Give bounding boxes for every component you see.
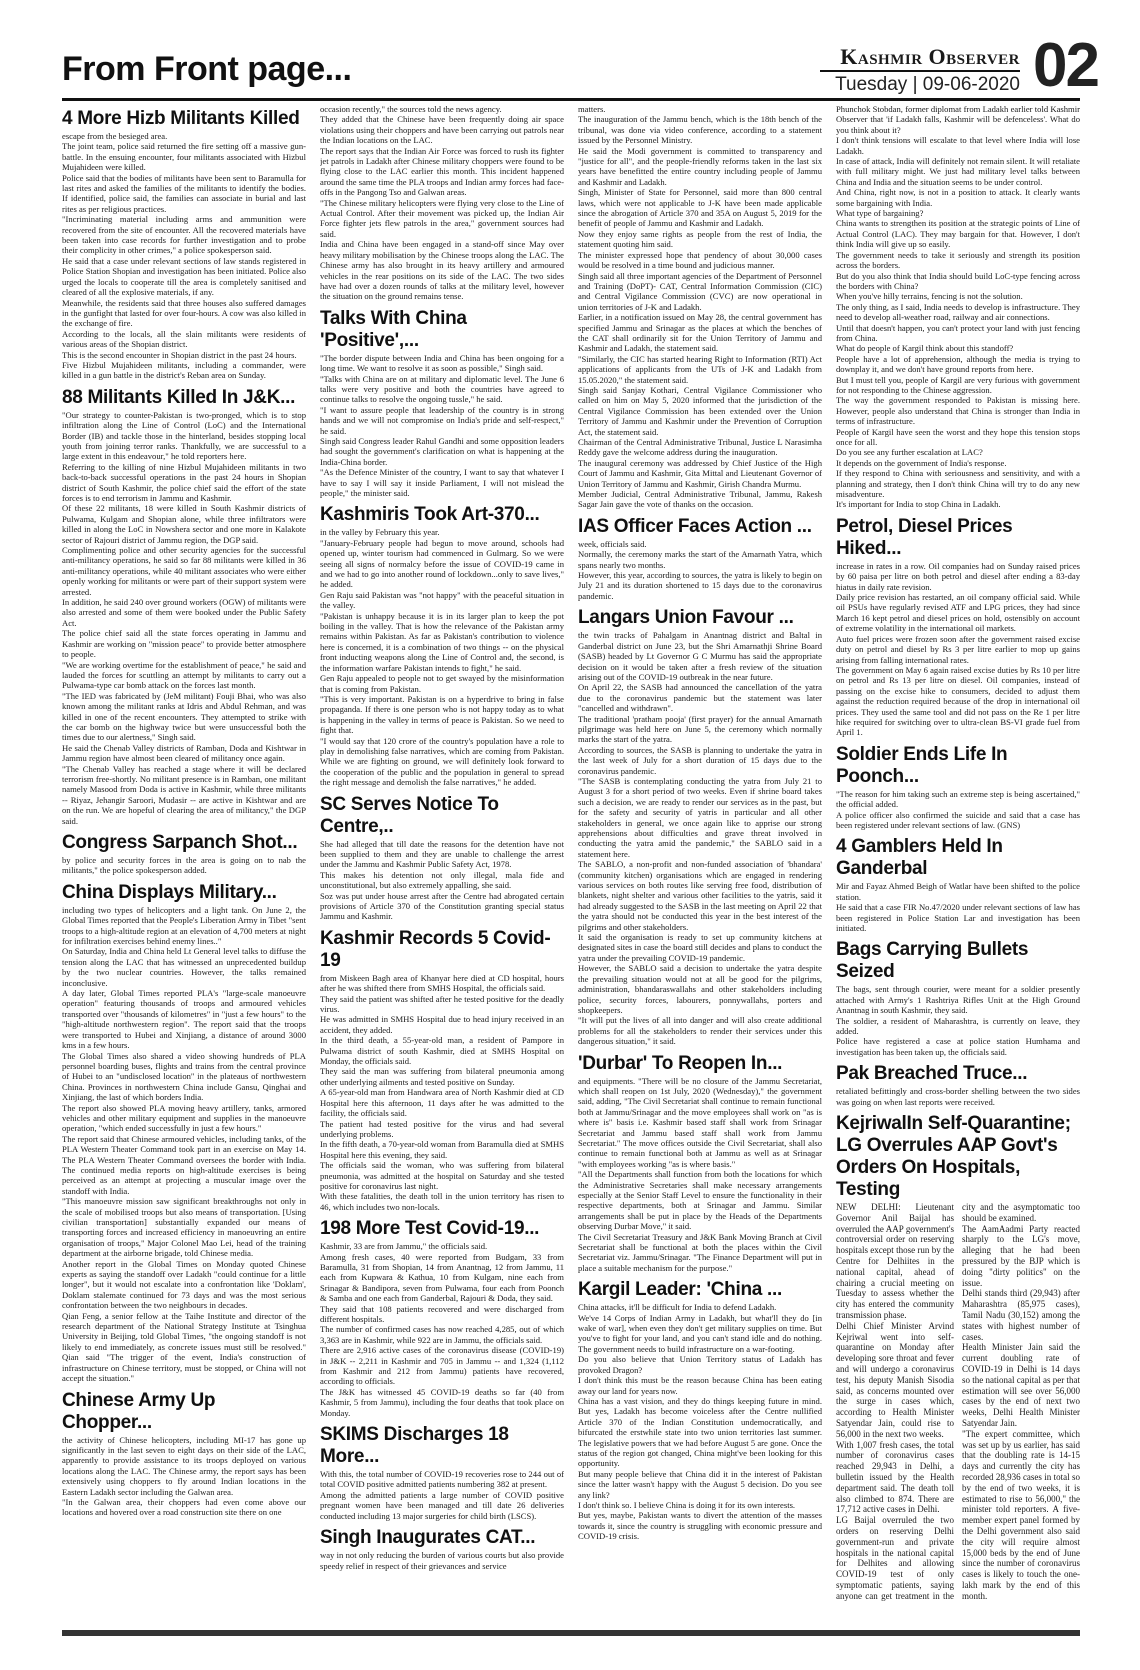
article-paragraph: Another report in the Global Times on Monday quoted Chinese experts as saying the standoff over Ladakh "could continue for a little longer", but it would not escalate into a confrontation like 'Doklam', Doklam stalemate continued for 73 days and was the most serious confrontation between the two neighbours in decades. [62,1258,306,1311]
article-paragraph: People have a lot of apprehension, although the media is trying to downplay it, and we don't have ground reports from here. [836,353,1080,375]
article-paragraph: A police officer also confirmed the suicide and said that a case has been registered under relevant sections of law. (GNS) [836,809,1080,830]
article-body [320,104,564,302]
article-paragraph: Referring to the killing of nine Hizbul Mujahideen militants in two back-to-back successful operations in the past 24 hours in Shopian district of South Kashmir, the police chief said the effort of the state forces is to end terrorism in Jammu and Kashmir. [62,461,306,503]
article-paragraph: A day later, Global Times reported PLA's "large-scale manoeuvre operation" featuring thousands of troops and armoured vehicles transported over "thousands of kilometres" in "just a few hours" to the "high-altitude northwestern region". The report said that the troops were transported to Hubei and Xinjiang, a distance of around 3000 kms in a few hours. [62,988,306,1051]
article [836,744,1080,831]
article-paragraph: A 65-year-old man from Handwara area of North Kashmir died at CD Hospital here this afternoon, 11 days after he was admitted to the facility, the officials said. [320,1087,564,1119]
article-paragraph: The way the government responded to Pakistan is missing here. However, people also understand that China is stronger than India in terms of infrastructure. [836,395,1080,427]
article-paragraph: Delhi Chief Minister Arvind Kejriwal went into self-quarantine on Monday after developing sore throat and fever and will undergo a coronavirus test, his deputy Manish Sisodia said, as concerns mounted over the surge in cases which, according to Health Minister Satyendar Jain, could rise to 56,000 in the next two weeks. [836,1320,954,1439]
article-headline[interactable]: KejriwalIn Self-Quarantine; LG Overrules AAP Govt's Orders On Hospitals, Testing [836,1113,1071,1201]
article-paragraph: and equipments. "There will be no closure of the Jammu Secretariat, which shall reopen on 1st July, 2020 (Wednesday)," the government said, adding, "The Civil Secretariat shall continue to remain functional both at Jammu/Srinagar and the move employees shall work on "as is where is" basis i.e. Kashmir based staff shall work from Srinagar Secretariat and Jammu based staff shall work from Jammu Secretariat." The move offices outside the Civil Secretariat, shall also continue to remain functional both at Jammu as well as at Srinagar "with employees working "as is where basis." [578,1075,822,1169]
article [320,1218,564,1418]
article-paragraph: by police and security forces in the area is going on to nab the militants," the police spokesperson added. [62,855,306,876]
article-paragraph: The inauguration of the Jammu bench, which is the 18th bench of the tribunal, was done via video conference, according to a statement issued by the Personnel Ministry. [578,114,822,146]
article-paragraph: "This manoeuvre mission saw significant breakthroughs not only in the scale of mobilised troops but also means of transportation. [Using civilian transportation] substantially expanded our means of transporting forces and increased efficiency in manoeuvring an entire organisation of troops," Major Colonel Mao Lei, head of the training department at the airborne brigade, told Chinese media. [62,1196,306,1259]
article-paragraph: "The IED was fabricated by (JeM militant) Fouji Bhai, who was also known among the militant ranks at Idris and Abdul Rehman, and was killed in one of the recent encounters. They attempted to strike with the car bomb on the highway twice but were unsuccessful both the times due to our alertness," Singh said. [62,690,306,743]
article-paragraph: But I must tell you, people of Kargil are very furious with government for not responding to the Chinese aggression. [836,374,1080,395]
article-paragraph: Police said that the bodies of militants have been sent to Baramulla for last rites and asked the families of the militants to identify the bodies. If identified, police said, the families can associate in burial and last rites as per religious practices. [62,172,306,214]
article-headline[interactable]: 198 More Test Covid-19... [320,1218,540,1240]
article-paragraph: retaliated befittingly and cross-border shelling between the two sides was going on when last reports were received. [836,1086,1080,1107]
article-paragraph: Delhi stands third (29,943) after Maharashtra (85,975 cases), Tamil Nadu (30,152) among the states with highest number of cases. [962,1288,1080,1342]
article-body [62,410,306,826]
article-paragraph: "Pakistan is unhappy because it is in its larger plan to keep the pot boiling in the valley. That is how the relevance of the Pakistan army remains within Pakistan. As far as Pakistan's contribution to violence here is concerned, it is a combination of two things -- on the physical front inducting weapons along the Line of Control and, the second, is the information warfare Pakistan intends to fight," he said. [320,610,564,673]
article [578,1279,822,1541]
article-body [578,1076,822,1274]
article-paragraph: Police have registered a case at police station Humhama and investigation has been taken up, the officials said. [836,1036,1080,1057]
article-paragraph: In case of attack, India will definitely not remain silent. It will retaliate with full military might. We just had military level talks between China and India and the situation seems to be under control. [836,156,1080,187]
article [320,104,564,302]
article-paragraph: This makes his detention not only illegal, mala fide and unconstitutional, but also extremely appalling, she said. [320,869,564,891]
article-headline[interactable]: Soldier Ends Life In Poonch... [836,743,1008,787]
article-columns [62,104,1080,1624]
article-paragraph: "January-February people had begun to move around, schools had opened up, winter tourism had commenced in Gulmarg. So we were seeing all signs of normalcy before the issue of COVID-19 came in and we had to go into another round of lockdown...only to save lives," he added. [320,537,564,590]
article-paragraph: Member Judicial, Central Administrative Tribunal, Jammu, Rakesh Sagar Jain gave the vote of thanks on the occasion. [578,489,822,510]
article-body [320,527,564,787]
article-paragraph: China attacks, it'll be difficult for India to defend Ladakh. [578,1302,777,1313]
article [320,1424,564,1521]
article-headline[interactable]: IAS Officer Faces Action ... [578,515,812,537]
article [62,832,306,876]
article-body [836,1202,1080,1601]
article-paragraph: But many people believe that China did it in the interest of Pakistan since the latter wasn't happy with the August 5 decision. Do you see any link? [578,1468,822,1500]
article-body [836,789,1080,831]
article-paragraph: And China, right now, is not in a position to attack. It clearly wants some bargaining with India. [836,187,1080,208]
article-headline[interactable]: 88 Militants Killed In J&K... [62,386,296,408]
article-paragraph: People of Kargil have seen the worst and they hope this tension stops once for all. [836,426,1080,447]
article-paragraph: According to the locals, all the slain militants were residents of various areas of the Shopian district. [62,328,306,350]
article-body [836,881,1080,933]
article-paragraph: The traditional 'pratham pooja' (first prayer) for the annual Amarnath pilgrimage was held here on June 5, the ceremony which normally marks the start of the yatra. [578,713,822,745]
article-paragraph: Phunchok Stobdan, former diplomat from Ladakh earlier told Kashmir Observer that 'if Ladakh falls, Kashmir will be defenceless'. What do you think about it? [836,104,1080,135]
article-paragraph: This is the second encounter in Shopian district in the past 24 hours. [62,349,297,360]
article-paragraph: "The expert committee, which was set up by us earlier, has said that the doubling rate is 14-15 days and currently the city has recorded 28,936 cases in total so by the end of two weeks, it is estimated to rise to 56,000," the minister told reporters. A five-member expert panel formed by the Delhi government also said the city will require almost 15,000 beds by the end of June since the number of coronavirus cases is likely to touch the one-lakh mark by the end of this month. [962,1428,1080,1601]
article-paragraph: Meanwhile, the residents said that three houses also suffered damages in the gunfight that lasted for over four-hours. A cow was also killed in the exchange of fire. [62,297,306,329]
article-body [320,353,564,499]
article-paragraph: The bags, sent through courier, were meant for a soldier presently attached with Army's 1 Rashtriya Rifles Unit at the High Ground Anantnag in south Kashmir, they said. [836,984,1080,1016]
article-paragraph: The officials said the woman, who was suffering from bilateral pneumonia, was admitted at the hospital on Saturday and she tested positive for coronavirus last night. [320,1160,564,1191]
article-paragraph: He said the Modi government is committed to transparency and "justice for all", and the people-friendly reforms taken in the last six years have benefitted the entire country including people of Jammu and Kashmir and Ladakh. [578,145,822,187]
article-body [578,630,822,1046]
article [62,108,306,381]
article-body [836,561,1080,738]
article-paragraph: But yes, maybe, Pakistan wants to divert the attention of the masses towards it, since the country is struggling with economic pressure and COVID-19 crisis. [578,1510,822,1542]
article-paragraph: "I would say that 120 crore of the country's population have a role to play in demolishing false narratives, which are coming from Pakistan. While we are fighting on ground, we will definitely look forward to the cooperation of the public and the population in general to spread the right message and demolish the false narratives," he added. [320,735,564,788]
article-paragraph: On April 22, the SASB had announced the cancellation of the yatra due to the coronavirus pandemic but the statement was later "cancelled and withdrawn". [578,682,822,714]
article-paragraph: Singh said all three important agencies of the Department of Personnel and Training (DoPT)- CAT, Central Information Commission (CIC) and Central Vigilance Commission (CVC) are now operational in union territories of J-K and Ladakh. [578,270,822,312]
article-paragraph: The report said that Chinese armoured vehicles, including tanks, of the PLA Western Theater Command took part in an exercise on May 14. The PLA Western Theater Command oversees the border with India. The continued media reports on high-altitude exercises is being perceived as an attempt at projecting a muscular image over the standoff with India. [62,1133,306,1196]
article-paragraph: When you've hilly terrains, fencing is not the solution. [836,291,1023,302]
article [62,387,306,826]
article-paragraph: Among the admitted patients a large number of COVID positive pregnant women have been managed and till date 26 deliveries conducted including 13 major surgeries for child birth (LSCS). [320,1489,564,1521]
article-paragraph: With these fatalities, the death toll in the union territory has risen to 46, which includes two non-locals. [320,1191,564,1212]
article-headline[interactable]: SKIMS Discharges 18 More... [320,1424,509,1468]
article-paragraph: She had alleged that till date the reasons for the detention have not been supplied to them and they are unable to challenge the arrest under the Jammu and Kashmir Public Safety Act, 1978. [320,838,564,870]
article-body [578,104,822,510]
article-paragraph: "The SASB is contemplating conducting the yatra from July 21 to August 3 for a short period of two weeks. Even if shrine board takes such a decision, we are ready to render our services as in the past, but for the safety and security of yatris in particular and all other stakeholders in general, we once again like to apprise our strong apprehensions about difficulties and grave threat involved in conducting the yatra amid the pandemic," the SABLO said in a statement here. [578,775,822,859]
article-paragraph: I don't think tensions will escalate to that level where India will lose Ladakh. [836,135,1080,156]
article-headline[interactable]: Chinese Army Up Chopper... [62,1389,216,1433]
article-paragraph: the activity of Chinese helicopters, including MI-17 has gone up significantly in the last seven to eight days on their side of the LAC, apparently to provide assistance to its troops deployed on various locations along the LAC. The Chinese army, the report says has been extensively using choppers to fly around Indian locations in the Eastern Ladakh sector including the Galwan area. [62,1434,306,1497]
article-paragraph: The government on May 6 again raised excise duties by Rs 10 per litre on petrol and Rs 13 per litre on diesel. Oil companies, instead of passing on the excise hike to consumers, decided to adjust them against the reduction required because of the drop in international oil prices. They used the same tool and did not pass on the Re 1 per litre hike required for switching over to ultra-clean BS-VI grade fuel from April 1. [836,664,1080,738]
article-paragraph: Five Hizbul Mujahideen militants, including a commander, were killed in a gun battle in the district's Reban area on Sunday. [62,359,306,381]
article-body [62,131,306,381]
article-paragraph: However, this year, according to sources, the yatra is likely to begin on July 21 and its duration shortened to 15 days due to the coronavirus pandemic. [578,570,822,601]
article-paragraph: The J&K has witnessed 45 COVID-19 deaths so far (40 from Kashmir, 5 from Jammu), including the four deaths that took place on Monday. [320,1386,564,1418]
article [578,104,822,510]
column-2 [320,104,564,1624]
masthead-divider [820,70,1020,72]
article-paragraph: Qian Feng, a senior fellow at the Taihe Institute and director of the research department of the National Strategy Institute at Tsinghua University in Beijing, told Global Times, "the ongoing standoff is not likely to end immediately, as concrete issues must still be resolved." Qian said "The trigger of the event, India's construction of infrastructure on Chinese territory, must be stopped, or China will not accept the situation." [62,1310,306,1384]
article-body [836,984,1080,1057]
article-paragraph: Gen Raju appealed to people not to get swayed by the misinformation that is coming from Pakistan. [320,673,564,694]
article-paragraph: In addition, he said 240 over ground workers (OGW) of militants were also arrested and some of them were booked under the Public Safety Act. [62,597,306,628]
article-paragraph: What do people of Kargil think about this standoff? [836,343,1014,354]
article-paragraph: "Talks with China are on at military and diplomatic level. The June 6 talks were very positive and both the countries have agreed to continue talks to resolve the ongoing tussle," he said. [320,373,564,405]
article-paragraph: We've 14 Corps of Indian Army in Ladakh, but what'll they do [in wake of war], when even they don't get military supplies on time. But you've to fight for your land, and you can't stand idle and do nothing. The government needs to build infrastructure on a war-footing. [578,1312,822,1354]
article-headline[interactable]: Langars Union Favour ... [578,607,794,629]
article-paragraph: The SABLO, a non-profit and non-funded association of 'bhandara' (community kitchen) organisations which are engaged in rendering various services on both routes like serving free food, distribution of blankets, night shelter and various other facilities to the yatris, said it had already suggested to the SASB in the last meeting on April 22 that the yatra should not be conducted this year in the best interest of the pilgrims and other stakeholders. [578,859,822,932]
article-paragraph: The only thing, as I said, India needs to develop is infrastructure. They need to develop all-weather road, railway and air connections. [836,301,1080,323]
article-paragraph: NEW DELHI: Lieutenant Governor Anil Baijal has overruled the AAP government's controversial order on reserving hospitals except those run by the Centre for Delhiites in the national capital, ahead of chairing a crucial meeting on Tuesday to assess whether the city has entered the community transmission phase. [836,1202,954,1321]
article-paragraph: from Miskeen Bagh area of Khanyar here died at CD hospital, hours after he was shifted there from SMHS Hospital, the officials said. [320,972,564,994]
article-paragraph: Now they enjoy same rights as people from the rest of India, the statement quoting him said. [578,228,822,250]
article-paragraph: Normally, the ceremony marks the start of the Amarnath Yatra, which spans nearly two months. [578,549,822,570]
article-paragraph: In the third death, a 55-year-old man, a resident of Pampore in Pulwama district of south Kashmir, died at SMHS Hospital on Monday, the officials said. [320,1035,564,1067]
article [578,516,822,601]
article-paragraph: Mir and Fayaz Ahmed Beigh of Watlar have been shifted to the police station. [836,881,1080,902]
article [836,939,1080,1057]
article-paragraph: Do you see any further escalation at LAC? [836,447,983,458]
article-paragraph: The Global Times also shared a video showing hundreds of PLA personnel boarding buses, flights and trains from the central province of Hubei to an "undisclosed location" in the plateaus of northwestern China. Provinces in northwestern China include Gansu, Qinghai and Xinjiang, the last of which borders India. [62,1050,306,1103]
article-paragraph: India and China have been engaged in a stand-off since May over heavy military mobilisation by the Chinese troops along the LAC. The Chinese army has also brought in its heavy artillery and armoured vehicles in the rear positions on its side of the LAC. The two sides have had over a dozen rounds of talks at the military level, however the situation on the ground remains tense. [320,239,564,302]
column-4 [836,104,1080,1624]
page-number: 02 [1033,31,1098,100]
article-paragraph: LG Baijal overruled the two orders on reserving Delhi government-run and private hospitals in the national capital for Delhites and allowing COVID-19 test of only symptomatic patients, saying anyone can get treatment in the city and the asymptomatic too should be examined. [836,1202,1080,1601]
article-paragraph: They said the man was suffering from bilateral pneumonia among other underlying ailments and tested positive on Sunday. [320,1066,564,1087]
article-paragraph: They said that 108 patients recovered and were discharged from different hospitals. [320,1303,564,1324]
article-paragraph: According to sources, the SASB is planning to undertake the yatra in the last week of July for a short duration of 15 days due to the coronavirus pandemic. [578,744,822,776]
article [320,504,564,787]
article [62,1390,306,1518]
article-paragraph: Auto fuel prices were frozen soon after the government raised excise duty on petrol and diesel by Rs 3 per litre earlier to mop up gains arising from falling international rates. [836,633,1080,665]
article-headline[interactable]: Kashmir Records 5 Covid-19 [320,927,551,971]
article-paragraph: But do you also think that India should build LoC-type fencing across the borders with China? [836,270,1080,291]
article [320,1527,564,1571]
article-paragraph: "The Chenab Valley has reached a stage where it will be declared terrorism free-shortly. No militant presence is in Ramban, one militant namely Masood from Doda is active in Kashmir, while three militants -- Riyaz, Jehangir Saroori, Mudasir -- are active in Kishtwar and are on the run. We are hopeful of clearing the area of militancy," the DGP said. [62,763,306,826]
article [320,928,564,1212]
article-paragraph: There are 2,916 active cases of the coronavirus disease (COVID-19) in J&K -- 2,211 in Kashmir and 705 in Jammu -- and 1,324 (1,112 from Kashmir and 212 from Jammu) patients have recovered, according to officials. [320,1345,564,1387]
article-paragraph: The police chief said all the state forces operating in Jammu and Kashmir are working on "mission peace" to provide better atmosphere to people. [62,628,306,660]
article-paragraph: They said the patient was shifted after he tested positive for the deadly virus. [320,993,564,1015]
article-headline[interactable]: Congress Sarpanch Shot... [62,832,298,853]
article-paragraph: "The border dispute between India and China has been ongoing for a long time. We want to resolve it as soon as possible," Singh said. [320,352,564,374]
article-paragraph: "I want to assure people that leadership of the country is in strong hands and we will not compromise on India's pride and self-respect," he said. [320,404,564,436]
article-headline[interactable]: Pak Breached Truce... [836,1063,1028,1085]
article-paragraph: Singh said Sanjay Kothari, Central Vigilance Commissioner who called on him on May 5, 2020 informed that the jurisdiction of the Central Vigilance Commission has been extended over the Union Territory of Jammu and Kashmir under the Prevention of Corruption Act, the statement said. [578,384,822,437]
footer-rule [62,1630,1080,1636]
article-paragraph: With this, the total number of COVID-19 recoveries rose to 244 out of total COVID positive admitted patients numbering 382 at present. [320,1469,564,1490]
article-paragraph: "Our strategy to counter-Pakistan is two-pronged, which is to stop infiltration along the Line of Control (LoC) and the International Border (IB) and tackle those in the hinterland, besides stopping local youth from joining terror ranks. Thankfully, we are successful to a large extent in this endeavour," he told reporters here. [62,409,306,462]
article-body [320,839,564,922]
article-paragraph: It's important for India to stop China in Ladakh. [836,499,1001,510]
article-paragraph: I don't think so. I believe China is doing it for its own interests. [578,1499,796,1510]
article-paragraph: Health Minister Jain said the current doubling rate of COVID-19 in Delhi is 14 days so the national capital as per that estimation will see over 56,000 cases by the end of next two weeks, Delhi Health Minister Satyendar Jain. [962,1342,1080,1428]
article-paragraph: Until that doesn't happen, you can't protect your land with just fencing from China. [836,322,1080,343]
article-headline[interactable]: Talks With China 'Positive',... [320,307,467,351]
article-paragraph: They added that the Chinese have been frequently doing air space violations using their choppers and have been carrying out patrols near the Indian locations on the LAC. [320,114,564,146]
article-paragraph: He said that a case under relevant sections of law stands registered in Police Station Shopian and investigation has been initiated. Police also urged the locals to cooperate till the area is completely sanitised and cleared of all the explosive materials, if any. [62,255,306,298]
article-paragraph: escape from the besieged area. [62,131,168,141]
article-paragraph: China wants to strengthen its position at the strategic points of Line of Actual Control (LAC). They may bargain for that. However, I don't think India will give up so easily. [836,218,1080,250]
article-paragraph: Singh, Minister of State for Personnel, said more than 800 central laws, which were not applicable to J-K have been made applicable since the abrogation of Article 370 and 35A on August 5, 2019 for the benefit of people of Jammu and Kashmir and Ladakh. [578,187,822,229]
article [578,1053,822,1274]
article-paragraph: "Similarly, the CIC has started hearing Right to Information (RTI) Act applications of applicants from the UTs of J-K and Ladakh from 15.05.2020," the statement said. [578,353,822,385]
article-paragraph: including two types of helicopters and a light tank. On June 2, the Global Times reported that the People's Liberation Army in Tibet "sent troops to a high-altitude region at an elevation of 4,700 meters at night for infiltration exercises behind enemy lines.." [62,904,306,947]
article [62,882,306,1384]
article-paragraph: Singh said Congress leader Rahul Gandhi and some opposition leaders had sought the government's clarification on what is happening at the India-China border. [320,435,564,467]
article [320,308,564,499]
article-paragraph: Gen Raju said Pakistan was "not happy" with the peaceful situation in the valley. [320,589,564,611]
article-paragraph: China has a vast vision, and they do things keeping future in mind. But yes, Ladakh has become voiceless after the Centre nullified Article 370 of the Indian Constitution undemocratically, and bifurcated the erstwhile state into two union territories last summer. The legislative powers that we had before August 5 are gone. Once the status of the region got changed, China might've been looking for this opportunity. [578,1395,822,1469]
article-body [320,1550,564,1571]
article-headline[interactable]: China Displays Military... [62,881,277,903]
article-paragraph: "It will put the lives of all into danger and will also create additional problems for all the stakeholders to render their services under this dangerous situation," it said. [578,1015,822,1047]
article-paragraph: The Civil Secretariat Treasury and J&K Bank Moving Branch at Civil Secretariat shall be functional at both the places within the Civil Secretariat viz. Jammu/Srinagar. "The Finance Department will put in place a suitable mechanism for the purpose." [578,1231,822,1273]
article-paragraph: Complimenting police and other security agencies for the successful anti-militancy operations, he said so far 88 militants were killed in 36 anti-militancy operations, while 40 militant associates who were either openly working for militants or were part of their support system were arrested. [62,545,306,597]
article-paragraph: Earlier, in a notification issued on May 28, the central government has specified Jammu and Srinagar as the places at which the benches of the CAT shall ordinarily sit for the Union Territory of Jammu and Kashmir and Ladakh, the statement said. [578,312,822,354]
article [320,794,564,922]
article [578,607,822,1046]
article-paragraph: matters. [578,104,606,114]
article-paragraph: Among fresh cases, 40 were reported from Budgam, 33 from Baramulla, 31 from Shopian, 14 from Anantnag, 12 from Jammu, 11 each from Kupwara & Kathua, 10 from Kulgam, nine each from Srinagar & Bandipora, seven from Pulwama, four each from Poonch & Samba and one each from Ganderbal, Rajouri & Doda, they said. [320,1251,564,1304]
article [836,836,1080,933]
article-body [62,905,306,1384]
article-paragraph: Chairman of the Central Administrative Tribunal, Justice L Narasimha Reddy gave the welcome address during the inauguration. [578,437,822,458]
article-paragraph: On Saturday, India and China held Lt General level talks to diffuse the tension along the LAC that has witnessed an unprecedented buildup by the two nuclear countries. However, the talks remained inconclusive. [62,946,306,988]
article-paragraph: The number of confirmed cases has now reached 4,285, out of which 3,363 are in Kashmir, while 922 are in Jammu, the officials said. [320,1324,564,1345]
article-paragraph: The minister expressed hope that pendency of about 30,000 cases would be resolved in a time bound and judicious manner. [578,249,822,271]
article-paragraph: Soz was put under house arrest after the Centre had abrogated certain provisions of Article 370 of the Constitution granting special status Jammu and Kashmir. [320,890,564,922]
article-paragraph: What type of bargaining? [836,208,924,219]
article [836,1113,1080,1601]
article-body [320,1241,564,1418]
article-paragraph: The report says that the Indian Air Force was forced to rush its fighter jet patrols in Ladakh after Chinese military choppers were found to be flying close to the LAC earlier this month. This incident happened around the same time the PLA troops and Indian army forces had face-offs in the Pangong Tso and Galwan areas. [320,145,564,198]
article-paragraph: Kashmir, 33 are from Jammu," the officials said. [320,1241,488,1252]
article-paragraph: occasion recently," the sources told the news agency. [320,104,502,114]
article-paragraph: It depends on the government of India's response. [836,457,1007,468]
article-headline[interactable]: 4 Gamblers Held In Ganderbal [836,836,1003,880]
article-paragraph: I don't think this must be the reason because China has been eating away our land for years now. [578,1375,822,1396]
article-headline[interactable]: Bags Carrying Bullets Seized [836,939,1029,983]
article-body [62,855,306,876]
article [836,1063,1080,1107]
article-body [578,539,822,601]
article-paragraph: He said that a case FIR No.47/2020 under relevant sections of law has been registered in Police Station Lar and investigation has been initiated. [836,902,1080,933]
article-paragraph: However, the SABLO said a decision to undertake the yatra despite the prevailing situation would not at all be good for the pilgrims, administration, bhandaraswallahs and other stakeholders including police, security forces, labourers, ponnywallahs, porters and shopkeepers. [578,963,822,1015]
article-paragraph: He said the Chenab Valley districts of Ramban, Doda and Kishtwar in Jammu region have almost been cleared of militancy once again. [62,742,306,764]
article-paragraph: The government needs to take it seriously and strength its position across the borders. [836,249,1080,271]
article-body [836,1086,1080,1107]
article-paragraph: Daily price revision has restarted, an oil company official said. While oil PSUs have regularly revised ATF and LPG prices, they had since March 16 kept petrol and diesel prices on hold, ostensibly on account of extreme volatility in the international oil markets. [836,592,1080,634]
article-headline[interactable]: 4 More Hizb Militants Killed [62,108,300,129]
article-body [320,973,564,1212]
article-paragraph: "The Chinese military helicopters were flying very close to the Line of Actual Control. After their movement was picked up, the Indian Air Force fighter jets flew patrols in the area," government sources had said. [320,197,564,239]
article-headline[interactable]: SC Serves Notice To Centre,.. [320,793,499,837]
article-body [62,1435,306,1518]
masthead: Kashmir Observer [840,44,1020,69]
article-paragraph: The report also showed PLA moving heavy artillery, tanks, armored vehicles and other military equipment and supplies in the manoeuvre operation, "which ended successfully in just a few hours." [62,1102,306,1134]
article-headline[interactable]: Kashmiris Took Art-370... [320,504,540,526]
article-paragraph: "This is very important. Pakistan is on a hyperdrive to bring in false propaganda. If there is one person who is not happy today as to what is happening in the valley in terms of peace is Pakistan. So we need to fight that. [320,693,564,736]
article-paragraph: "Incriminating material including arms and ammunition were recovered from the site of encounter. All the recovered materials have been taken into case records for further investigation and to probe their complicity in other crimes," a police spokesperson said. [62,214,306,256]
article-paragraph: The AamAadmi Party reacted sharply to the LG's move, alleging that he had been pressured by the BJP which is doing "dirty politics" on the issue. [962,1223,1080,1288]
article-paragraph: "In the Galwan area, their choppers had even come above our locations and hovered over a road construction site there on one [62,1496,306,1518]
article-paragraph: It said the organisation is ready to set up community kitchens at designated sites in case the board still decides and plans to conduct the yatra under the prevailing COVID-19 pandemic. [578,932,822,963]
article-paragraph: Of these 22 militants, 18 were killed in South Kashmir districts of Pulwama, Kulgam and Shopian alone, while three infiltrators were killed in along the LoC in Nowshera sector and one more in Kalakote sector of Rajouri district of Jammu region, the DGP said. [62,503,306,545]
article-paragraph: Do you also believe that Union Territory status of Ladakh has provoked Dragon? [578,1354,822,1375]
article [836,516,1080,738]
column-1 [62,104,306,1624]
article-paragraph: The patient had tested positive for the virus and had several underlying problems. [320,1118,564,1139]
article-headline[interactable]: Kargil Leader: 'China ... [578,1279,782,1301]
issue-date: Tuesday | 09-06-2020 [835,74,1020,95]
article-headline[interactable]: 'Durbar' To Reopen In... [578,1052,783,1074]
article-body [320,1469,564,1521]
article-paragraph: in the valley by February this year. [320,527,440,538]
article-paragraph: "All the Departments shall function from both the locations for which the Administrative Secretaries shall make necessary arrangements especially at the Senior Staff Level to ensure the functionality in their respective departments, both at Srinagar and Jammu. Similar arrangements shall be put in place by the Heads of the Departments observing Durbar Move," it said. [578,1169,822,1232]
article-paragraph: The soldier, a resident of Maharashtra, is currently on leave, they added. [836,1015,1080,1037]
article-paragraph: In the fifth death, a 70-year-old woman from Baramulla died at SMHS Hospital here this evening, they said. [320,1139,564,1160]
article-headline[interactable]: Singh Inaugurates CAT... [320,1527,536,1549]
article-paragraph: If they respond to China with seriousness and sensitivity, and with a planning and strategy, then I don't think China will try to do any new misadventure. [836,468,1080,500]
article-headline[interactable]: Petrol, Diesel Prices Hiked... [836,515,1013,559]
page-header [0,0,1140,100]
article-paragraph: way in not only reducing the burden of various courts but also provide speedy relief in respect of their grievances and service [320,1550,564,1571]
article-paragraph: "As the Defence Minister of the country, I want to say that whatever I have to say I will say it inside Parliament, I will not mislead the people," the minister said. [320,467,564,498]
article-body [578,1302,822,1541]
article [836,104,1080,510]
article-paragraph: "The reason for him taking such an extreme step is being ascertained," the official added. [836,788,1080,810]
article-paragraph: With 1,007 fresh cases, the total number of coronavirus cases reached 29,943 in Delhi, a bulletin issued by the Health department said. The death toll also climbed to 874. There are 17,712 active cases in Delhi. [836,1439,954,1515]
article-paragraph: the twin tracks of Pahalgam in Anantnag district and Baltal in Ganderbal district on June 23, but the Shri Amarnathji Shrine Board (SASB) headed by Lt Governor G C Murmu has said the appropriate decision on it would be taken after a fresh review of the situation arising out of the COVID-19 outbreak in the near future. [578,630,822,682]
article-paragraph: The inaugural ceremony was addressed by Chief Justice of the High Court of Jammu and Kashmir, Gita Mittal and Lieutenant Governor of Union Territory of Jammu and Kashmir, Girish Chandra Murmu. [578,457,822,489]
column-3 [578,104,822,1624]
article-paragraph: week, officials said. [578,538,647,549]
header-rule [62,98,1080,101]
article-paragraph: "We are working overtime for the establishment of peace," he said and lauded the forces for scuttling an attempt by militants to carry out a Pulwama-type car bomb attack on the forces last month. [62,659,306,691]
article-body [836,104,1080,510]
article-paragraph: increase in rates in a row. Oil companies had on Sunday raised prices by 60 paisa per litre on both petrol and diesel after ending a 83-day hiatus in daily rate revision. [836,560,1080,592]
article-paragraph: He was admitted in SMHS Hospital due to head injury received in an accident, they added. [320,1014,564,1035]
article-paragraph: The joint team, police said returned the fire setting off a massive gun-battle. In the ensuing encounter, four militants associated with Hizbul Mujahideen were killed. [62,141,306,173]
page-title: From Front page... [62,50,352,88]
